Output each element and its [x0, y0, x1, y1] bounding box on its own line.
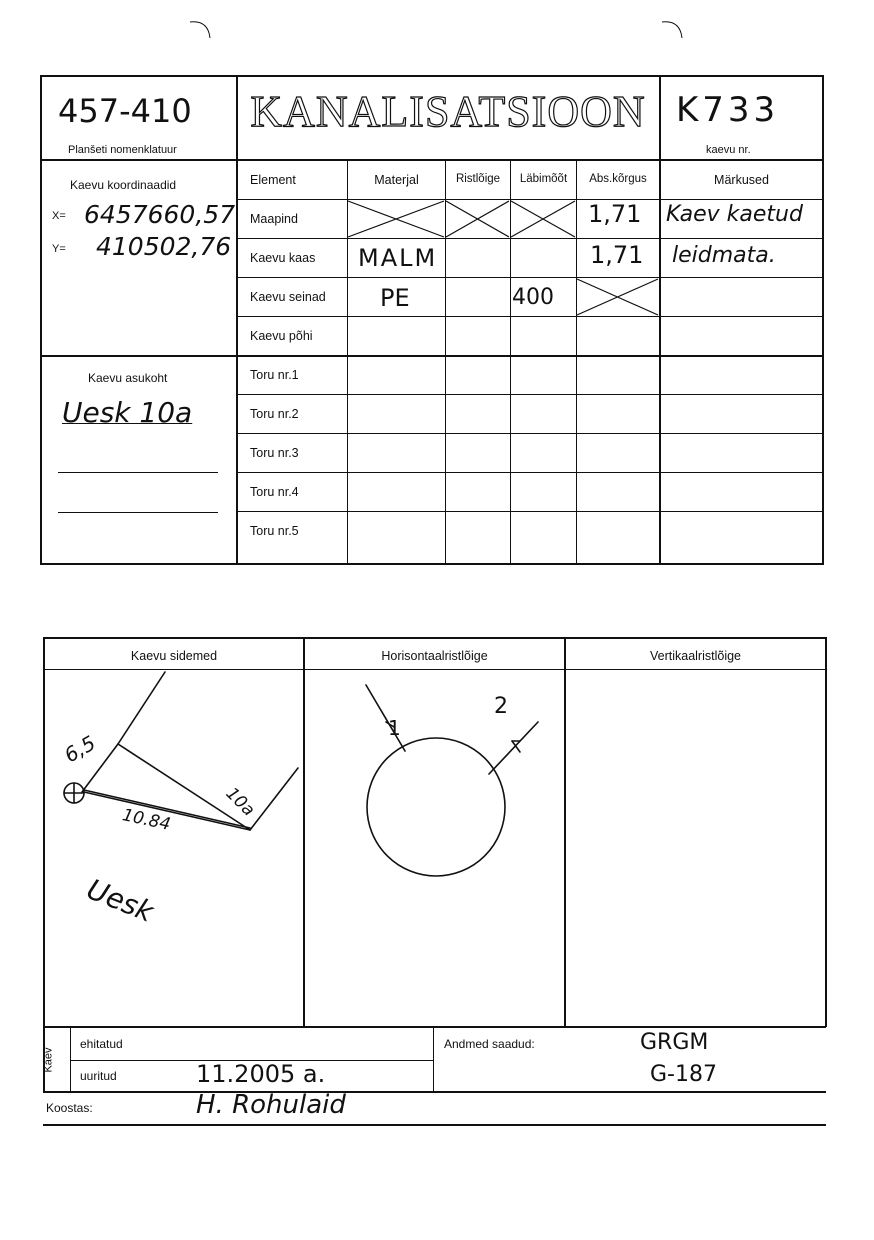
- row-element-label: Toru nr.3: [250, 446, 299, 460]
- form-title: KANALISATSIOON: [250, 87, 646, 136]
- col-header-material: Materjal: [374, 173, 419, 187]
- street-name: Uesk: [82, 872, 159, 929]
- building-edge-line: [250, 768, 298, 830]
- sketch-header-vertical: Vertikaalristlõige: [649, 649, 741, 663]
- sketch-header-horizontal: Horisontaalristlõige: [381, 649, 488, 663]
- data-source-label: Andmed saadud:: [444, 1037, 535, 1051]
- location-label: Kaevu asukoht: [88, 371, 168, 385]
- tie-distance-1: 6,5: [60, 730, 100, 768]
- author-signature: H. Rohulaid: [196, 1090, 346, 1120]
- data-source-value-2: G-187: [650, 1062, 717, 1087]
- col-header-diameter: Läbimõõt: [519, 173, 568, 185]
- footer-side-label: Kaev: [42, 1047, 55, 1073]
- cover-notes: leidmata.: [672, 243, 776, 268]
- ground-abs-height: 1,71: [588, 200, 642, 228]
- building-number: 10a: [221, 783, 259, 821]
- pipe-1-label: 1: [388, 716, 401, 740]
- well-circle: [367, 738, 505, 876]
- y-coordinate-value: 410502,76: [96, 232, 232, 261]
- pipe-2-label: 2: [494, 694, 508, 719]
- row-element-label: Kaevu seinad: [250, 290, 326, 304]
- row-element-label: Kaevu kaas: [250, 251, 316, 265]
- col-header-cross-section: Ristlõige: [455, 173, 501, 185]
- row-element-label: Toru nr.2: [250, 407, 299, 421]
- ground-notes: Kaev kaetud: [666, 202, 803, 227]
- row-element-label: Toru nr.5: [250, 524, 299, 538]
- author-label: Koostas:: [46, 1101, 93, 1115]
- sketch-header-connections: Kaevu sidemed: [130, 649, 218, 663]
- tie-distance-2: 10.84: [120, 805, 173, 835]
- cover-abs-height: 1,71: [590, 241, 644, 269]
- row-element-label: Toru nr.4: [250, 485, 299, 499]
- x-prefix: X=: [52, 210, 66, 222]
- location-value: Uesk 10a: [62, 396, 193, 429]
- col-header-abs-height: Abs.kõrgus: [589, 173, 647, 185]
- row-element-label: Maapind: [250, 212, 298, 226]
- well-number-label: kaevu nr.: [706, 144, 751, 156]
- row-element-label: Toru nr.1: [250, 368, 299, 382]
- cover-material: MALM: [358, 244, 438, 272]
- y-prefix: Y=: [52, 243, 66, 255]
- row-element-label: Kaevu põhi: [250, 329, 313, 343]
- walls-diameter: 400: [512, 285, 554, 310]
- pipe-2-line: [489, 722, 538, 774]
- nomenclature-value: 457-410: [58, 92, 192, 130]
- surveyed-date: 11.2005 a.: [196, 1060, 326, 1088]
- data-source-value-1: GRGM: [640, 1030, 709, 1055]
- col-header-element: Element: [250, 173, 296, 187]
- x-coordinate-value: 6457660,57: [84, 200, 236, 229]
- surveyed-label: uuritud: [80, 1069, 117, 1083]
- coordinates-label: Kaevu koordinaadid: [70, 178, 177, 192]
- well-number-value: K733: [676, 90, 780, 130]
- col-header-notes: Märkused: [714, 173, 769, 187]
- building-edge-line: [118, 672, 165, 744]
- built-label: ehitatud: [80, 1037, 123, 1051]
- walls-material: PE: [380, 284, 410, 312]
- nomenclature-label: Planšeti nomenklatuur: [68, 144, 177, 156]
